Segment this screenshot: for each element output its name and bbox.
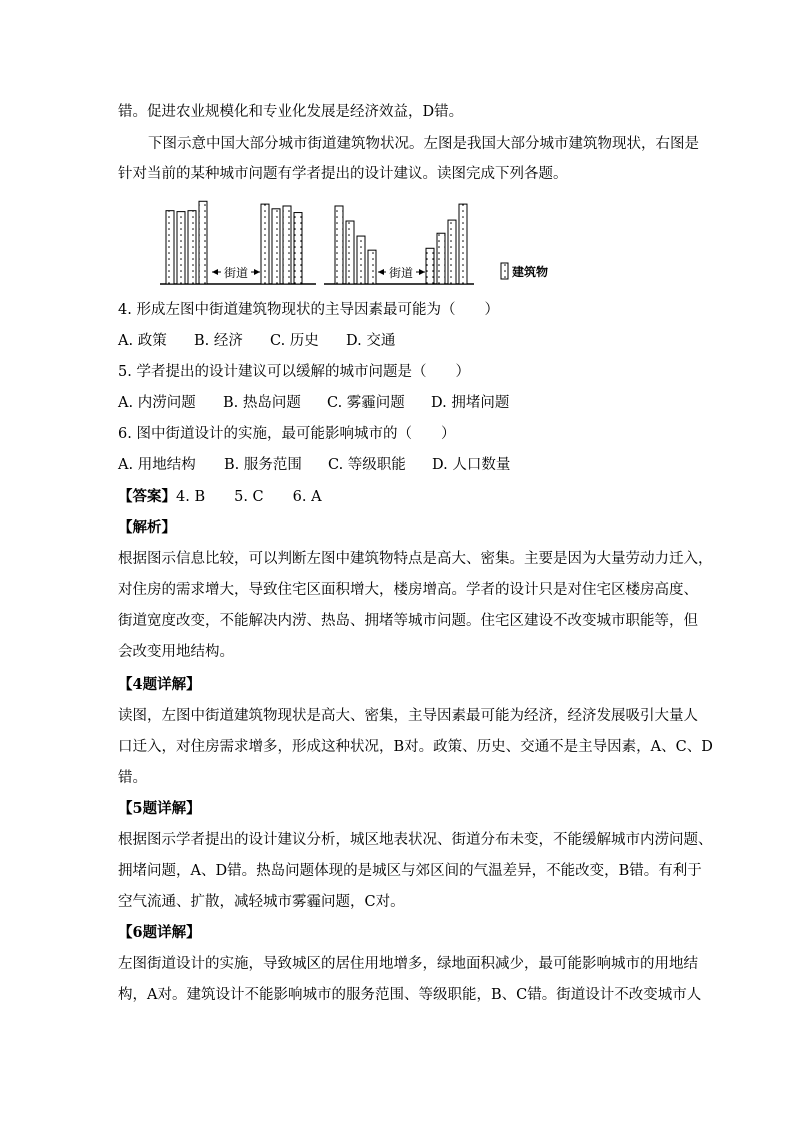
building (272, 209, 280, 284)
detail-line: 构，A对。建筑设计不能影响城市的服务范围、等级职能，B、C错。街道设计不改变城市人 (118, 987, 702, 1003)
building (199, 201, 207, 284)
detail-line: 拥堵问题，A、D错。热岛问题体现的是城区与郊区间的气温差异，不能改变，B错。有利于 (118, 863, 702, 879)
legend-label: 建筑物 (512, 265, 549, 279)
option-c: C. 等级职能 (328, 457, 406, 473)
building (346, 221, 354, 284)
legend (501, 263, 548, 279)
building (459, 204, 467, 284)
analysis-line: 对住房的需求增大，导致住宅区面积增大，楼房增高。学者的设计只是对住宅区楼房高度、 (118, 582, 698, 598)
option-b: B. 服务范围 (224, 457, 302, 473)
analysis-line: 街道宽度改变，不能解决内涝、热岛、拥堵等城市问题。住宅区建设不改变城市职能等，但 (118, 613, 698, 629)
question-6: 6. 图中街道设计的实施，最可能影响城市的（ ） (118, 426, 456, 442)
intro-line-2: 针对当前的某种城市问题有学者提出的设计建议。读图完成下列各题。 (118, 166, 568, 182)
building (448, 220, 456, 284)
detail-line: 左图街道设计的实施，导致城区的居住用地增多，绿地面积减少，最可能影响城市的用地结 (118, 956, 698, 972)
building (283, 206, 291, 284)
building (335, 206, 343, 284)
answer-text: 4. B 5. C 6. A (176, 489, 322, 505)
figure-svg (160, 190, 580, 290)
option-d: D. 拥堵问题 (431, 395, 510, 411)
analysis-line: 根据图示信息比较，可以判断左图中建筑物特点是高大、密集。主要是因为大量劳动力迁入， (118, 551, 713, 567)
detail-line: 读图，左图中街道建筑物现状是高大、密集，主导因素最可能为经济，经济发展吸引大量人 (118, 708, 698, 724)
legend-swatch (501, 263, 508, 279)
building (177, 212, 185, 284)
street-building-figure (160, 190, 580, 294)
question-4-options (118, 331, 395, 351)
question-5-options (118, 393, 509, 413)
detail-line: 空气流通、扩散，减轻城市雾霾问题，C对。 (118, 894, 405, 910)
answer-label: 【答案】 (118, 488, 176, 505)
text-line: 错。促进农业规模化和专业化发展是经济效益，D错。 (118, 104, 464, 120)
analysis-line: 会改变用地结构。 (118, 644, 234, 660)
building (426, 248, 434, 284)
detail-line: 根据图示学者提出的设计建议分析，城区地表状况、街道分布未变，不能缓解城市内涝问题、 (118, 832, 713, 848)
building (437, 233, 445, 284)
option-b: B. 经济 (194, 333, 243, 349)
building (294, 213, 302, 284)
option-c: C. 历史 (270, 333, 319, 349)
detail-line: 口迁入，对住房需求增多，形成这种状况，B对。政策、历史、交通不是主导因素，A、C、D (118, 739, 713, 755)
arrow-head-right (254, 269, 260, 275)
street-label-left: 街道 (223, 266, 249, 280)
arrow-head-left (378, 269, 384, 275)
street-label-right: 街道 (388, 266, 414, 280)
intro-line-1: 下图示意中国大部分城市街道建筑物状况。左图是我国大部分城市建筑物现状，右图是 (148, 136, 699, 152)
answer-line (118, 487, 322, 507)
building (166, 211, 174, 284)
building (357, 236, 365, 284)
option-b: B. 热岛问题 (223, 395, 301, 411)
building (261, 204, 269, 284)
question-6-options (118, 455, 510, 475)
detail-5-heading: 【5题详解】 (118, 800, 201, 817)
option-a: A. 用地结构 (118, 457, 196, 473)
detail-4-heading: 【4题详解】 (118, 676, 201, 693)
building (368, 250, 376, 284)
question-5: 5. 学者提出的设计建议可以缓解的城市问题是（ ） (118, 364, 470, 380)
detail-line: 错。 (118, 770, 147, 786)
option-a: A. 内涝问题 (118, 395, 196, 411)
right-diagram (324, 204, 474, 284)
arrow-head-right (419, 269, 425, 275)
option-c: C. 雾霾问题 (327, 395, 405, 411)
option-a: A. 政策 (118, 333, 167, 349)
arrow-head-left (212, 269, 218, 275)
building (188, 211, 196, 284)
analysis-heading: 【解析】 (118, 519, 176, 536)
question-4: 4. 形成左图中街道建筑物现状的主导因素最可能为（ ） (118, 302, 499, 318)
detail-6-heading: 【6题详解】 (118, 924, 201, 941)
option-d: D. 人口数量 (432, 457, 511, 473)
left-diagram (160, 201, 316, 284)
option-d: D. 交通 (346, 333, 396, 349)
